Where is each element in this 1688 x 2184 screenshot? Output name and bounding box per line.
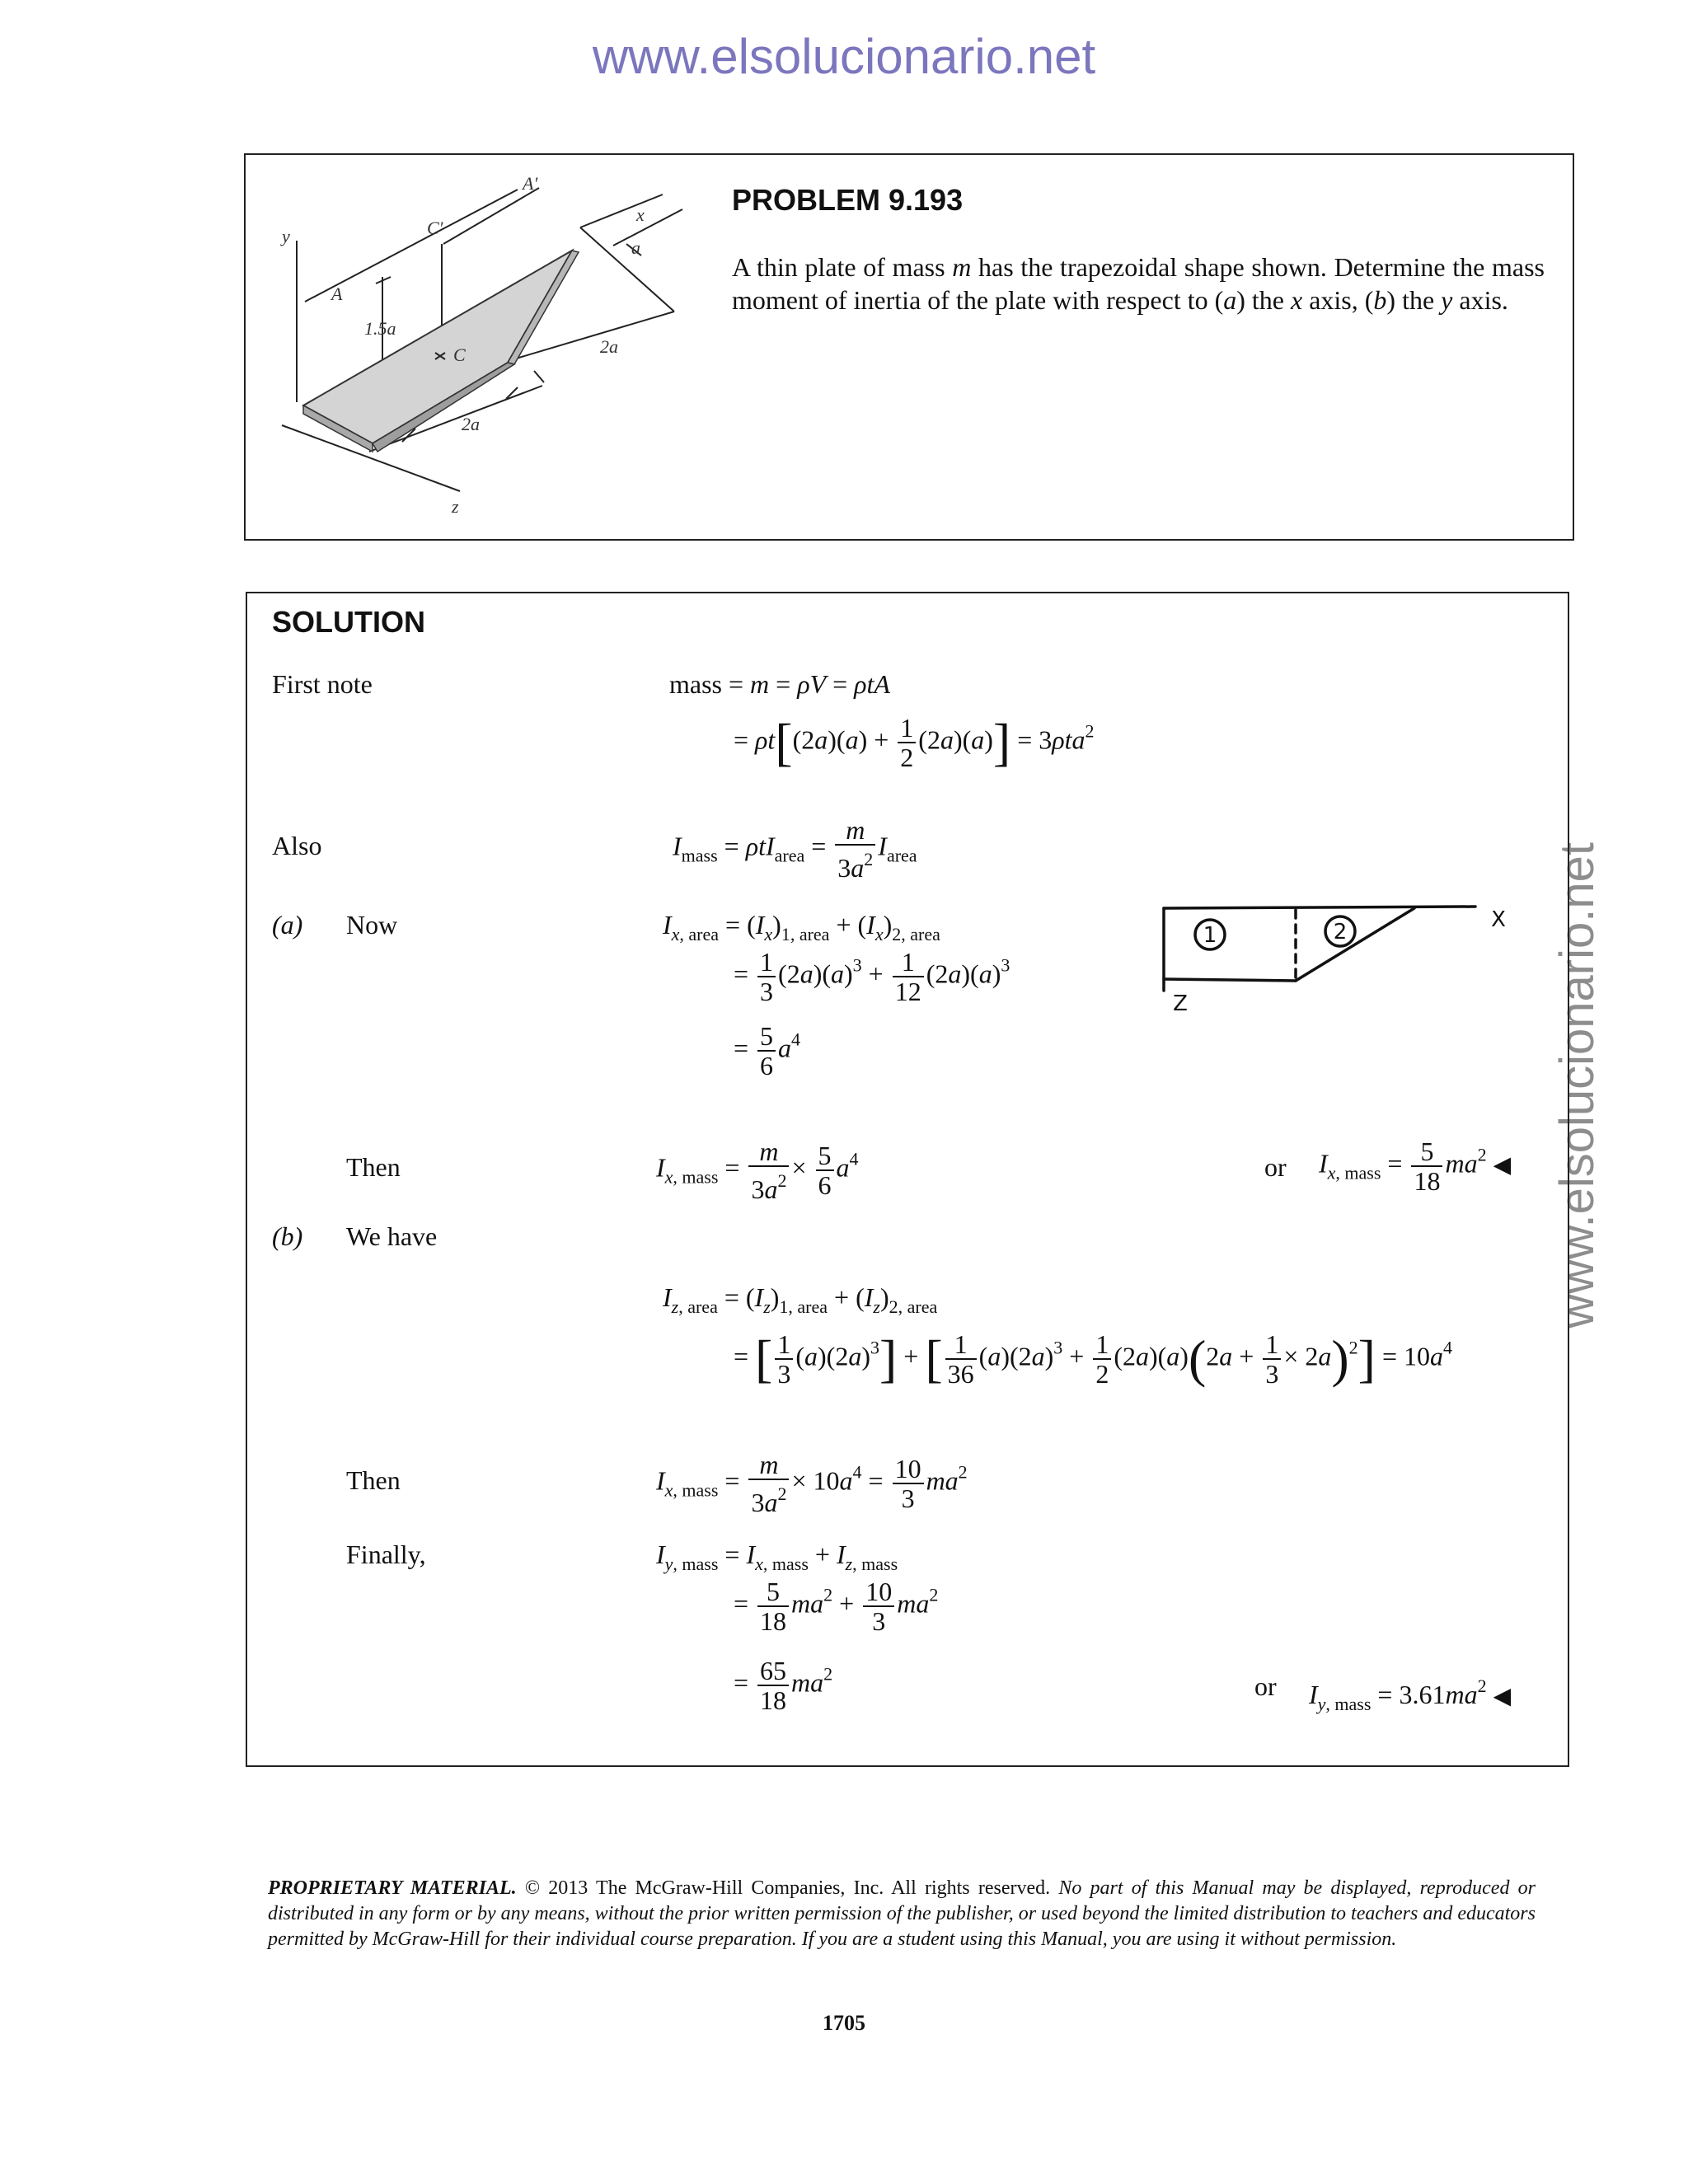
watermark-side: www.elsolucionario.net bbox=[1550, 842, 1604, 1329]
watermark-top[interactable]: www.elsolucionario.net bbox=[592, 29, 1096, 84]
mass-eq-1: mass = m = ρV = ρtA bbox=[669, 669, 890, 699]
label-x: x bbox=[636, 204, 645, 225]
then-label-1: Then bbox=[346, 1152, 401, 1182]
sketch-region-2: 2 bbox=[1333, 920, 1348, 944]
footer-copyright: © 2013 The McGraw-Hill Companies, Inc. All rights reserved. bbox=[524, 1877, 1051, 1899]
iz-area-eq-1: $I_{z, area} = (I_z)_{1, area} + (I_z)_{2, area}$ bbox=[663, 1282, 938, 1317]
answer-iy-mass: $I_{y, mass} = 3.61ma^2$ ◀ bbox=[1309, 1675, 1512, 1714]
solution-title: SOLUTION bbox=[272, 605, 425, 639]
iy-mass-eq-1: $I_{y, mass} = I_{x, mass} + I_{z, mass}$ bbox=[656, 1540, 898, 1574]
ix-area-eq-1: $I_{x, area} = (I_x)_{1, area} + (I_x)_{2, area}$ bbox=[663, 910, 940, 944]
then-label-2: Then bbox=[346, 1465, 401, 1495]
we-have-label: We have bbox=[346, 1221, 438, 1251]
first-note-label: First note bbox=[272, 669, 373, 699]
label-1-5a: 1.5a bbox=[364, 318, 396, 339]
footer-notice bbox=[268, 1876, 1536, 1952]
also-label: Also bbox=[272, 831, 322, 860]
finally-label: Finally, bbox=[346, 1540, 426, 1569]
sketch-x-label: X bbox=[1491, 907, 1506, 932]
label-2a-right: 2a bbox=[600, 336, 618, 357]
label-z: z bbox=[452, 496, 459, 517]
sketch-z-label: Z bbox=[1173, 991, 1188, 1016]
or-label-1: or bbox=[1264, 1152, 1287, 1182]
part-b-label: (b) bbox=[272, 1221, 303, 1251]
label-C: C bbox=[453, 344, 466, 365]
label-y: y bbox=[282, 226, 290, 246]
iy-mass-eq-2: = $\frac{5}{18}$ $ma^2$ + $\frac{10}{3}$ $ma^2$ bbox=[734, 1577, 939, 1636]
iz-area-eq-2: = [ $\frac{1}{3}$ $(a)(2a)^3$] + [ $\frac{1}{36}$ $(a)(2a)^3$ + $\frac{1}{2}$ (2a)(a)(2a + $\frac{1}{3}$ × $2a)^2] = 10a^4$ bbox=[734, 1329, 1453, 1389]
footer-bold: PROPRIETARY MATERIAL. bbox=[268, 1877, 517, 1899]
sketch-region-1: 1 bbox=[1203, 923, 1217, 948]
page-number: 1705 bbox=[823, 2011, 865, 2035]
answer-ix-mass: $I_{x, mass}$ = $\frac{5}{18}$ $ma^2$ ◀ bbox=[1319, 1137, 1512, 1196]
plate-figure bbox=[246, 155, 707, 534]
footer-notice-text: No part of this Manual may be displayed, reproduced or distributed in any form or by any means, without the prior written permission of the publisher, or used beyond the limited distribution to teachers and educators permitted by McGraw-Hill for their individual course preparation. If you are a student using this Manual, you are using it without permission. bbox=[268, 1877, 1536, 1950]
mass-inertia-relation: $I_{mass} = \rho tI_{area}$ = $\frac{m}{3a^2}$ $I_{area}$ bbox=[673, 815, 917, 883]
label-a-prime: A′ bbox=[523, 173, 538, 194]
now-label: Now bbox=[346, 910, 398, 940]
ix-mass-eq-b: $I_{x, mass}$ = $\frac{m}{3a^2}$ × $10a^4$ = $\frac{10}{3}$ $ma^2$ bbox=[656, 1450, 968, 1517]
label-2a-bottom: 2a bbox=[462, 414, 480, 434]
solution-box bbox=[246, 592, 1569, 1767]
or-label-2: or bbox=[1254, 1671, 1277, 1701]
label-A: A bbox=[331, 284, 343, 304]
problem-title: PROBLEM 9.193 bbox=[732, 183, 964, 217]
problem-box bbox=[244, 153, 1574, 541]
ix-area-eq-3: = $\frac{5}{6}$ $a^4$ bbox=[734, 1021, 801, 1080]
iy-mass-eq-3: = $\frac{65}{18}$ $ma^2$ bbox=[734, 1656, 833, 1715]
ix-mass-eq: $I_{x, mass}$ = $\frac{m}{3a^2}$ × $\frac{5}{6}$ $a^4$ bbox=[656, 1137, 859, 1204]
mass-eq-2: = ρt[(2a)(a) + $\frac{1}{2}$ (2a)(a)] = 3ρta$^2$ bbox=[734, 713, 1095, 772]
label-c-prime: C′ bbox=[427, 218, 443, 238]
area-sketch bbox=[1154, 890, 1533, 1030]
ix-area-eq-2: = $\frac{1}{3}$ $(2a)(a)^3$ + $\frac{1}{12}$ $(2a)(a)^3$ bbox=[734, 947, 1010, 1006]
label-a: a bbox=[631, 237, 640, 258]
problem-statement: A thin plate of mass m has the trapezoidal shape shown. Determine the mass moment of inertia of the plate with respect to (a) the x axis, (b) the y axis. bbox=[732, 252, 1545, 315]
part-a-label: (a) bbox=[272, 910, 303, 940]
